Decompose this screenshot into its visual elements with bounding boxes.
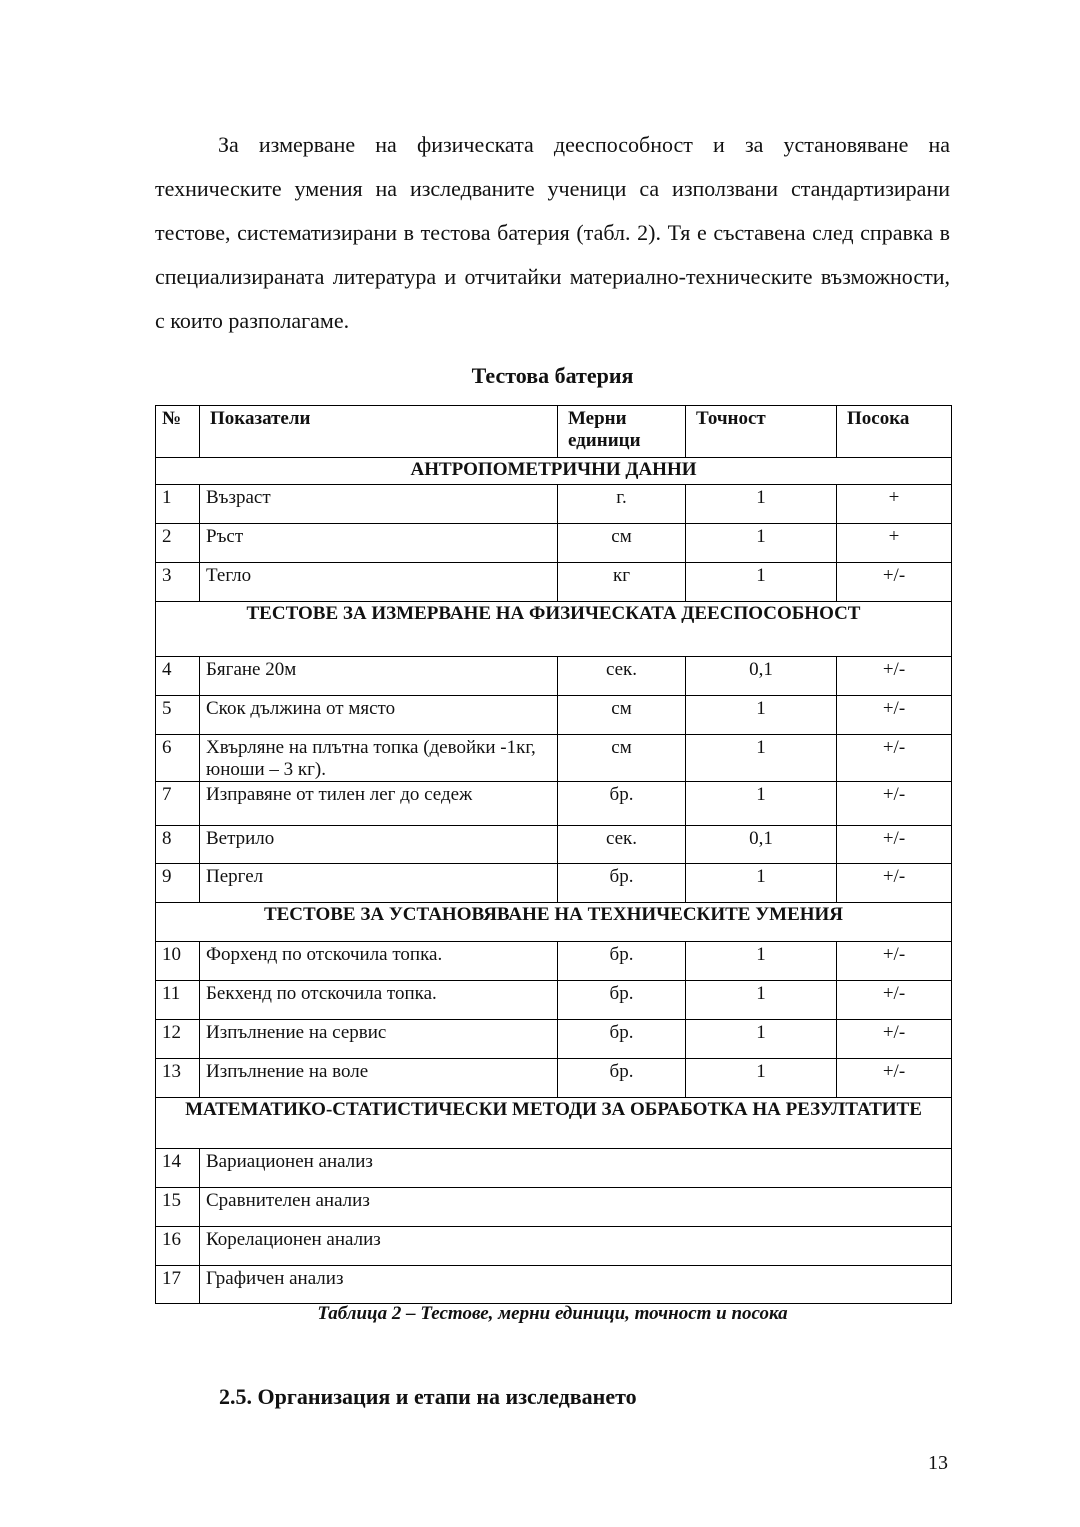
row-number: 10 — [156, 942, 200, 981]
direction-cell: +/- — [837, 864, 952, 903]
method-name: Графичен анализ — [200, 1266, 952, 1304]
section-title: ТЕСТОВЕ ЗА УСТАНОВЯВАНЕ НА ТЕХНИЧЕСКИТЕ УМЕНИЯ — [156, 903, 952, 942]
table-row — [156, 981, 952, 1020]
accuracy-cell: 1 — [686, 524, 837, 563]
row-number: 7 — [156, 782, 200, 826]
direction-cell: +/- — [837, 657, 952, 696]
header-accuracy: Точност — [686, 406, 837, 458]
unit-cell: бр. — [558, 1059, 686, 1098]
section-row — [156, 602, 952, 657]
unit-cell: кг — [558, 563, 686, 602]
accuracy-cell: 1 — [686, 696, 837, 735]
direction-cell: +/- — [837, 735, 952, 782]
table-title: Тестова батерия — [471, 363, 634, 388]
table-row — [156, 864, 952, 903]
table-row — [156, 826, 952, 864]
intro-paragraph: За измерване на физическата дееспособност и за установяване на техническите умения на изследваните ученици са използвани стандартизирани тестове, систематизирани в тестова батерия (табл. 2). Тя е съставена след справка в специализираната литература и отчитайки материално-техническите възможности, с които разполагаме. — [155, 132, 950, 333]
accuracy-cell: 1 — [686, 563, 837, 602]
method-name: Сравнителен анализ — [200, 1188, 952, 1227]
unit-cell: бр. — [558, 782, 686, 826]
accuracy-cell: 1 — [686, 735, 837, 782]
table-row — [156, 696, 952, 735]
indicator-name: Бягане 20м — [200, 657, 558, 696]
direction-cell: + — [837, 524, 952, 563]
unit-cell: бр. — [558, 981, 686, 1020]
indicator-name: Изпълнение на воле — [200, 1059, 558, 1098]
row-number: 6 — [156, 735, 200, 782]
indicator-name: Форхенд по отскочила топка. — [200, 942, 558, 981]
indicator-name: Изправяне от тилен лег до седеж — [200, 782, 558, 826]
header-units: Мерни единици — [558, 406, 686, 458]
unit-cell: сек. — [558, 826, 686, 864]
section-title: ТЕСТОВЕ ЗА ИЗМЕРВАНЕ НА ФИЗИЧЕСКАТА ДЕЕСПОСОБНОСТ — [156, 602, 952, 657]
row-number: 3 — [156, 563, 200, 602]
unit-cell: г. — [558, 485, 686, 524]
table-caption: Таблица 2 – Тестове, мерни единици, точност и посока — [317, 1303, 788, 1324]
accuracy-cell: 1 — [686, 864, 837, 903]
direction-cell: +/- — [837, 1020, 952, 1059]
accuracy-cell: 1 — [686, 1020, 837, 1059]
direction-cell: +/- — [837, 1059, 952, 1098]
unit-cell: сек. — [558, 657, 686, 696]
indicator-name: Бекхенд по отскочила топка. — [200, 981, 558, 1020]
table-row — [156, 1020, 952, 1059]
table-row — [156, 1188, 952, 1227]
row-number: 17 — [156, 1266, 200, 1304]
direction-cell: +/- — [837, 981, 952, 1020]
row-number: 4 — [156, 657, 200, 696]
indicator-name: Изпълнение на сервис — [200, 1020, 558, 1059]
row-number: 16 — [156, 1227, 200, 1266]
row-number: 11 — [156, 981, 200, 1020]
table-row — [156, 524, 952, 563]
indicator-name: Скок дължина от място — [200, 696, 558, 735]
direction-cell: + — [837, 485, 952, 524]
direction-cell: +/- — [837, 782, 952, 826]
accuracy-cell: 0,1 — [686, 657, 837, 696]
header-direction: Посока — [837, 406, 952, 458]
method-name: Корелационен анализ — [200, 1227, 952, 1266]
unit-cell: бр. — [558, 864, 686, 903]
unit-cell: см — [558, 735, 686, 782]
section-title: АНТРОПОМЕТРИЧНИ ДАННИ — [156, 458, 952, 485]
table-row — [156, 563, 952, 602]
test-battery-table — [155, 405, 952, 1304]
row-number: 5 — [156, 696, 200, 735]
direction-cell: +/- — [837, 826, 952, 864]
page-number: 13 — [928, 1452, 948, 1474]
accuracy-cell: 1 — [686, 485, 837, 524]
direction-cell: +/- — [837, 942, 952, 981]
header-indicators: Показатели — [200, 406, 558, 458]
indicator-name: Хвърляне на плътна топка (девойки -1кг, юноши – 3 кг). — [200, 735, 558, 782]
table-row — [156, 1227, 952, 1266]
row-number: 9 — [156, 864, 200, 903]
accuracy-cell: 1 — [686, 942, 837, 981]
row-number: 1 — [156, 485, 200, 524]
indicator-name: Пергел — [200, 864, 558, 903]
table-row — [156, 942, 952, 981]
header-number: № — [156, 406, 200, 458]
row-number: 14 — [156, 1149, 200, 1188]
row-number: 15 — [156, 1188, 200, 1227]
table-row — [156, 735, 952, 782]
section-row — [156, 903, 952, 942]
accuracy-cell: 1 — [686, 981, 837, 1020]
unit-cell: см — [558, 524, 686, 563]
section-row — [156, 458, 952, 485]
indicator-name: Ветрило — [200, 826, 558, 864]
table-row — [156, 1266, 952, 1304]
indicator-name: Ръст — [200, 524, 558, 563]
method-name: Вариационен анализ — [200, 1149, 952, 1188]
table-row — [156, 1059, 952, 1098]
table-row — [156, 782, 952, 826]
table-row — [156, 1149, 952, 1188]
section-title: МАТЕМАТИКО-СТАТИСТИЧЕСКИ МЕТОДИ ЗА ОБРАБОТКА НА РЕЗУЛТАТИТЕ — [156, 1098, 952, 1149]
row-number: 12 — [156, 1020, 200, 1059]
unit-cell: бр. — [558, 1020, 686, 1059]
direction-cell: +/- — [837, 696, 952, 735]
indicator-name: Тегло — [200, 563, 558, 602]
table-row — [156, 485, 952, 524]
section-heading: 2.5. Организация и етапи на изследването — [219, 1384, 637, 1409]
unit-cell: см — [558, 696, 686, 735]
section-row — [156, 1098, 952, 1149]
row-number: 8 — [156, 826, 200, 864]
unit-cell: бр. — [558, 942, 686, 981]
table-header-row — [156, 406, 952, 458]
row-number: 13 — [156, 1059, 200, 1098]
direction-cell: +/- — [837, 563, 952, 602]
accuracy-cell: 1 — [686, 782, 837, 826]
accuracy-cell: 1 — [686, 1059, 837, 1098]
accuracy-cell: 0,1 — [686, 826, 837, 864]
table-row — [156, 657, 952, 696]
row-number: 2 — [156, 524, 200, 563]
indicator-name: Възраст — [200, 485, 558, 524]
